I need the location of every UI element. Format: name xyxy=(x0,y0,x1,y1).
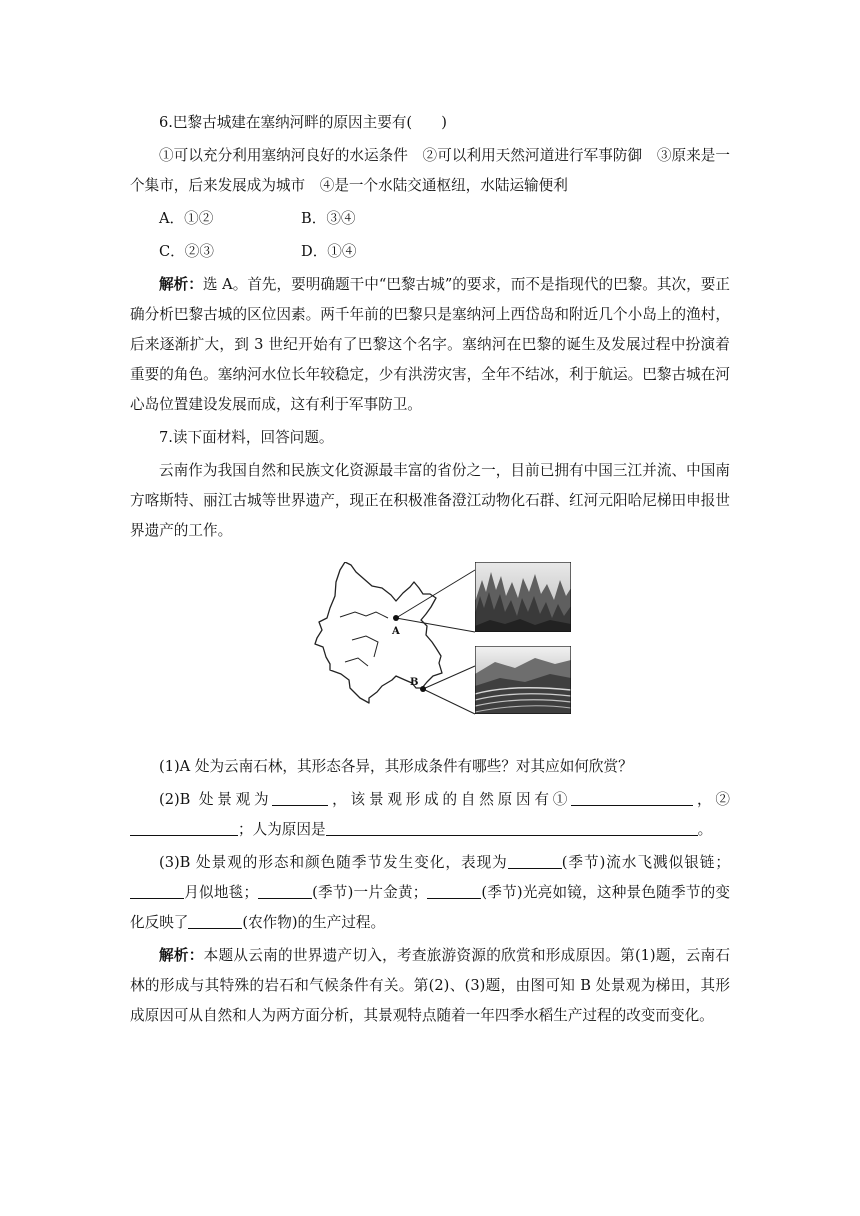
q7-sub2-text-3: ，② xyxy=(693,791,730,808)
q7-sub3-text-5: (季节)光亮如镜，这种景色随季节的变化反映了 xyxy=(130,884,731,931)
answer-blank-natural-2[interactable] xyxy=(130,819,238,836)
q7-sub3-text-3: 月似地毯； xyxy=(184,884,259,901)
q7-sub1: (1)A 处为云南石林，其形态各异，其形成条件有哪些？对其应如何欣赏？ xyxy=(159,758,633,775)
yunnan-map-svg xyxy=(130,562,730,742)
q7-sub3-text-6: (农作物)的生产过程。 xyxy=(242,914,386,931)
q6-option-b: B．③④ xyxy=(301,210,356,227)
q7-sub2 xyxy=(130,785,730,845)
answer-blank-natural-1[interactable] xyxy=(571,789,693,806)
q6-options-row-1 xyxy=(130,204,730,234)
q7-sub2-text-4: ；人为原因是 xyxy=(238,821,326,838)
answer-blank-season-3[interactable] xyxy=(427,882,481,899)
q6-statements: ①可以充分利用塞纳河良好的水运条件 ②可以利用天然河道进行军事防御 ③原来是一个集市，后来发展成为城市 ④是一个水陆交通枢纽，水陆运输便利 xyxy=(130,147,730,194)
point-a-label: A xyxy=(392,626,400,637)
document-page xyxy=(130,108,730,1031)
q7-sub3-text-2: (季节)流水飞溅似银链； xyxy=(561,854,730,871)
q7-analysis-text: 本题从云南的世界遗产切入，考查旅游资源的欣赏和形成原因。第(1)题，云南石林的形成与其特殊的岩石和气候条件有关。第(2)、(3)题，由图可知 B 处景观为梯田，其形成原因可从自然和人为两方面分析，其景观特点随着一年四季水稻生产过程的改变而变化。 xyxy=(130,947,730,1024)
answer-blank-crop[interactable] xyxy=(188,912,242,929)
q7-stem: 7.读下面材料，回答问题。 xyxy=(159,429,334,446)
q7-material: 云南作为我国自然和民族文化资源最丰富的省份之一，目前已拥有中国三江并流、中国南方喀斯特、丽江古城等世界遗产，现正在积极准备澄江动物化石群、红河元阳哈尼梯田申报世界遗产的工作。 xyxy=(130,462,730,539)
q6-analysis xyxy=(130,270,730,420)
q6-analysis-text: 选 A。首先，要明确题干中“巴黎古城”的要求，而不是指现代的巴黎。其次，要正确分析巴黎古城的区位因素。两千年前的巴黎只是塞纳河上西岱岛和附近几个小岛上的渔村，后来逐渐扩大，到 3 世纪开始有了巴黎这个名字。塞纳河在巴黎的诞生及发展过程中扮演着重要的角色。塞纳河水位长年较稳定，少有洪涝灾害，全年不结冰，利于航运。巴黎古城在河心岛位置建设发展而成，这有利于军事防卫。 xyxy=(130,276,730,413)
yunnan-outline xyxy=(315,562,442,703)
q6-options-row-2 xyxy=(130,237,730,267)
q6-option-c: C．②③ xyxy=(159,243,214,260)
q7-analysis xyxy=(130,941,730,1031)
connector-b-bottom xyxy=(423,689,475,714)
answer-blank-season-1[interactable] xyxy=(508,852,562,869)
q7-sub2-text-2: ，该景观形成的自然原因有① xyxy=(328,791,572,808)
q7-sub3 xyxy=(130,848,730,938)
q6-analysis-label: 解析： xyxy=(159,276,203,293)
answer-blank-season-2[interactable] xyxy=(258,882,312,899)
answer-blank-landscape[interactable] xyxy=(272,789,328,806)
point-b-label: B xyxy=(410,677,419,688)
yunnan-map-figure xyxy=(130,562,730,742)
q7-analysis-label: 解析： xyxy=(159,947,204,964)
point-b-marker xyxy=(420,686,426,692)
terrace-photo xyxy=(475,646,571,714)
q6-stem: 6.巴黎古城建在塞纳河畔的原因主要有( ) xyxy=(159,114,448,131)
answer-blank-human[interactable] xyxy=(326,819,698,836)
stone-forest-photo xyxy=(475,562,571,632)
q6-option-d: D．①④ xyxy=(301,243,357,260)
q7-sub2-text-1: (2)B 处景观为 xyxy=(159,791,273,808)
q7-sub3-text-1: (3)B 处景观的形态和颜色随季节发生变化，表现为 xyxy=(159,854,508,871)
q7-sub3-text-4: (季节)一片金黄； xyxy=(312,884,428,901)
point-a-marker xyxy=(393,615,399,621)
q6-option-a: A．①② xyxy=(159,210,214,227)
answer-blank-month[interactable] xyxy=(130,882,184,899)
q7-sub2-text-5: 。 xyxy=(697,821,713,838)
